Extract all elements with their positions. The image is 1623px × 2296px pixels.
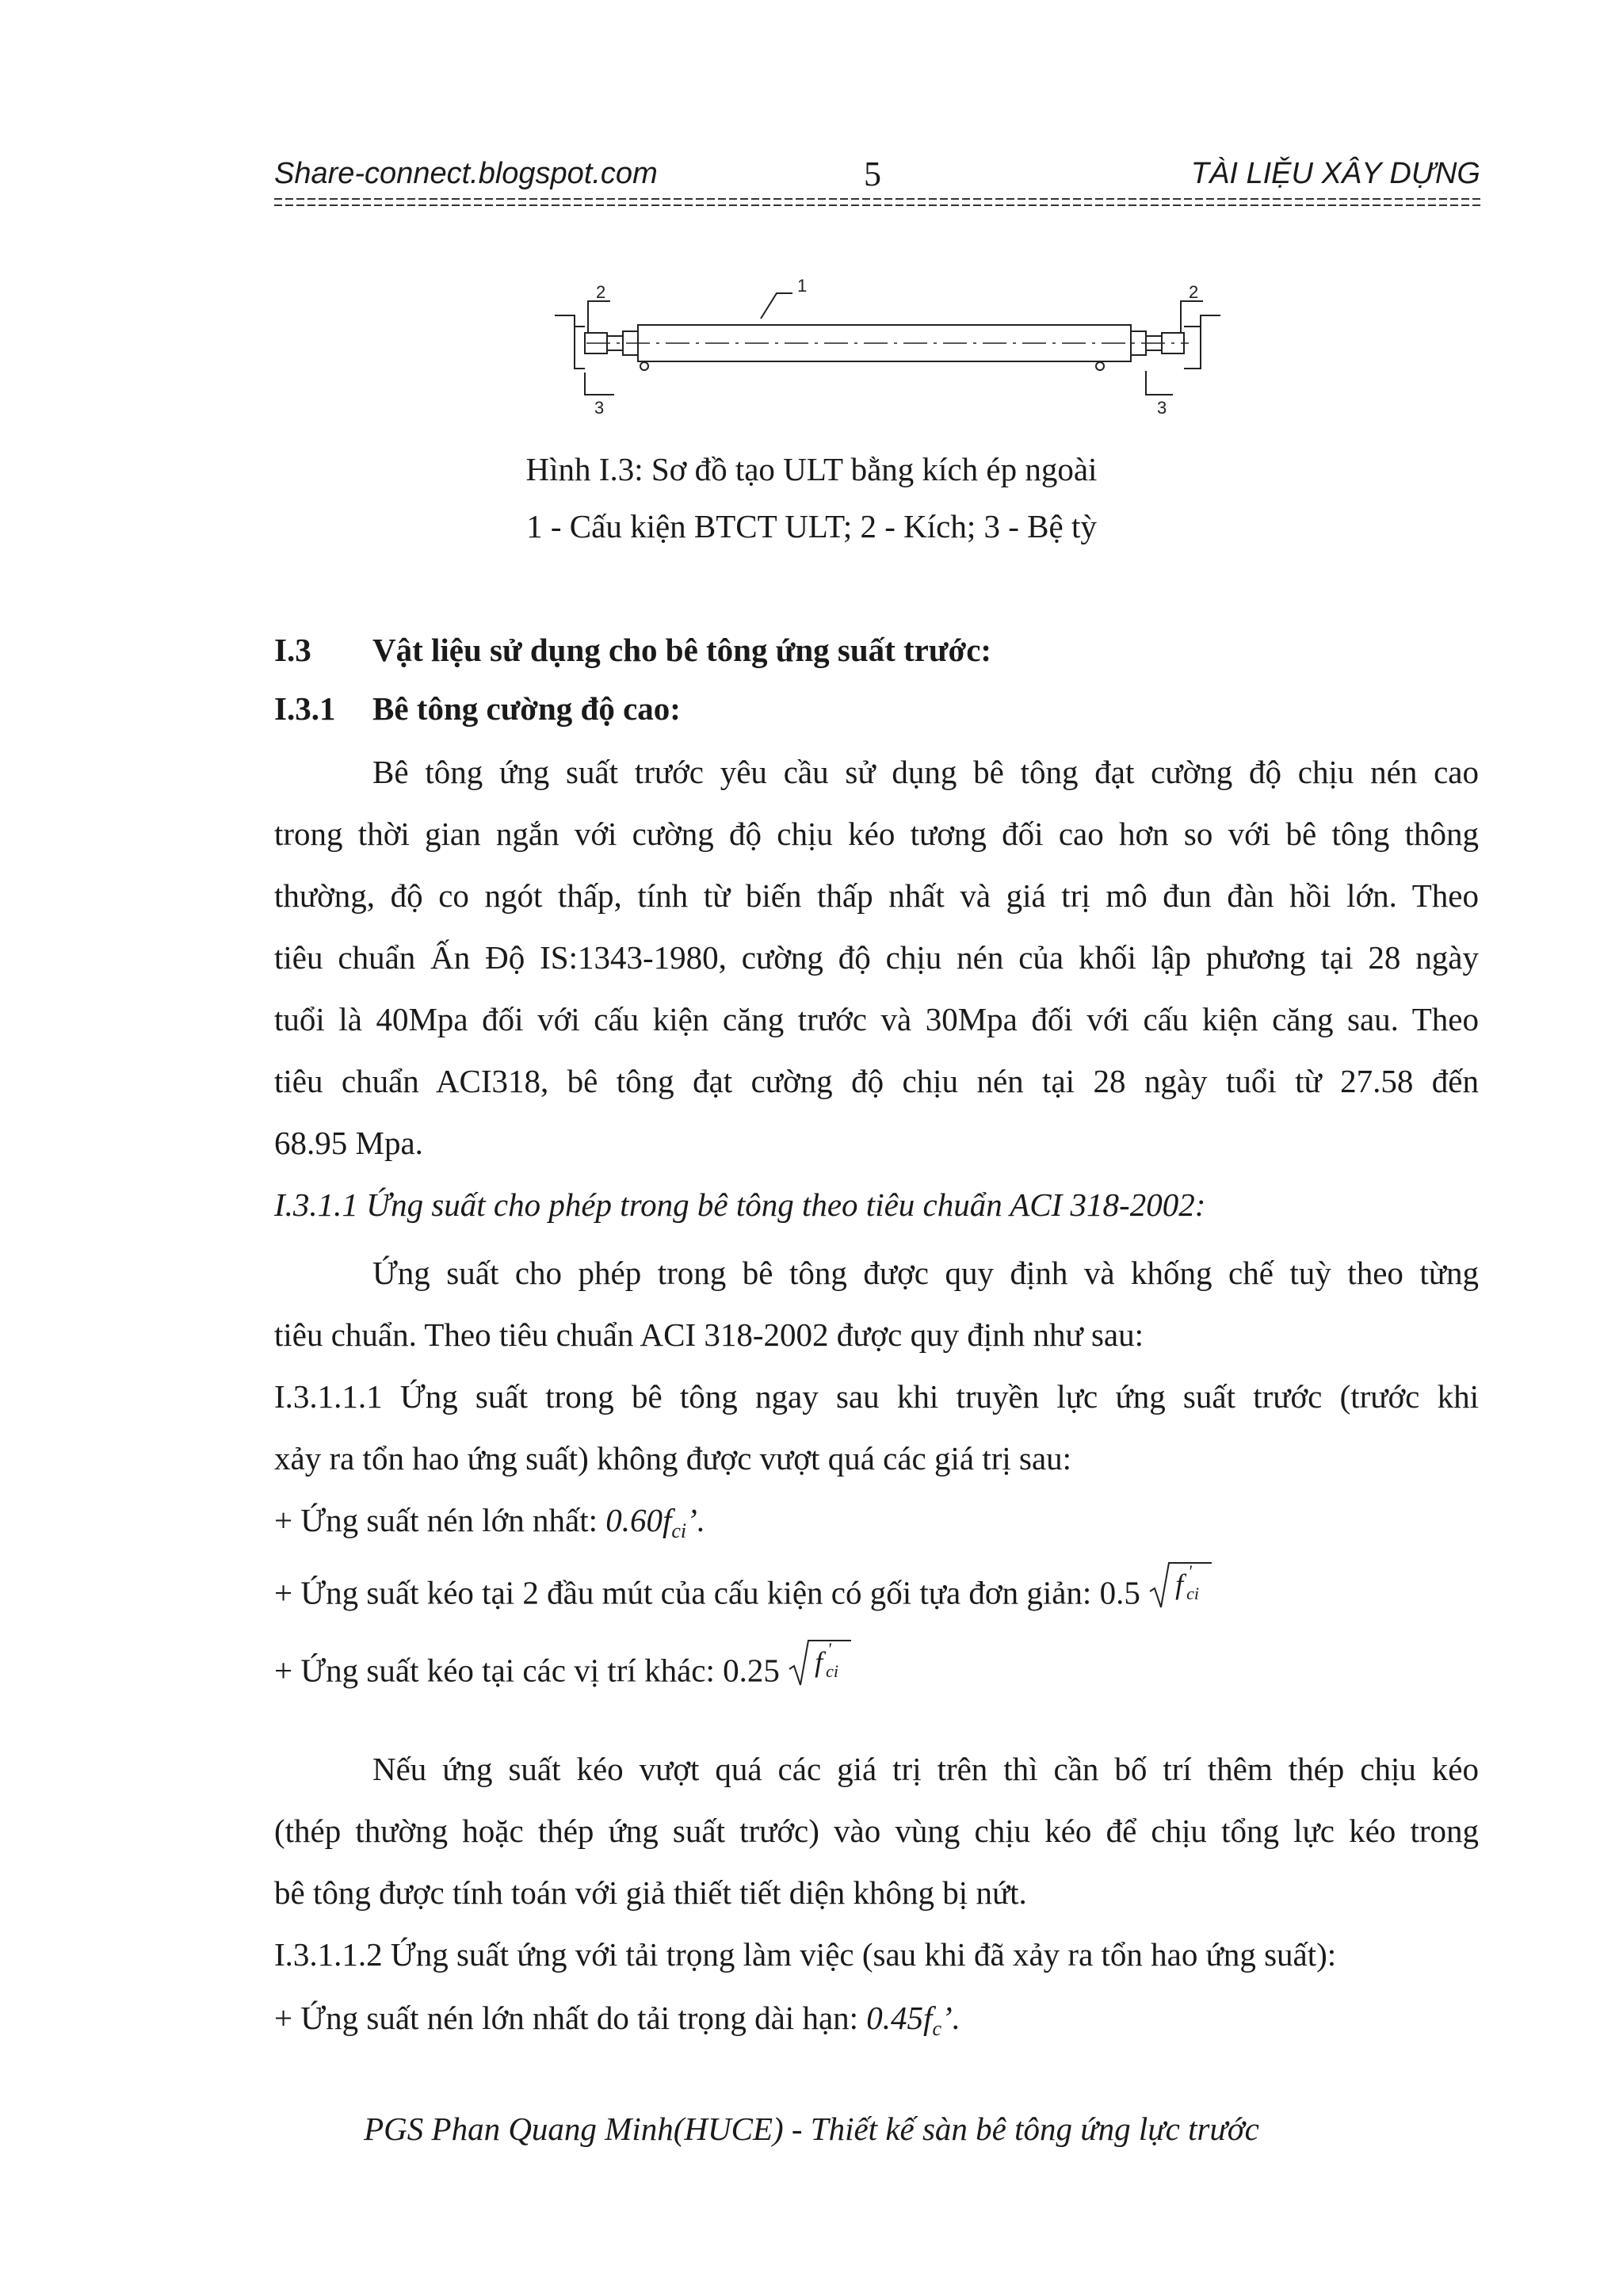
formula-tail: ’. [686, 1502, 706, 1538]
label-2-left: 2 [596, 282, 606, 302]
header-title: TÀI LIỆU XÂY DỰNG [1190, 157, 1480, 190]
leader-1 [761, 293, 792, 319]
paragraph-1-line: tiêu chuẩn Ấn Độ IS:1343-1980, cường độ chịu nén của khối lập phương tại 28 ngày [274, 939, 1479, 976]
support-right-roller [1096, 362, 1104, 370]
paragraph-1-line: 68.95 Mpa. [274, 1125, 423, 1161]
paragraph-1-line: thường, độ co ngót thấp, tính từ biến thấp nhất và giá trị mô đun đàn hồi lớn. Theo [274, 877, 1479, 914]
paragraph-3-line: bê tông được tính toán với giả thiết tiết diện không bị nứt. [274, 1874, 1027, 1911]
bullet-text: + Ứng suất kéo tại 2 đầu mút của cấu kiện có gối tựa đơn giản: 0.5 [274, 1574, 1140, 1611]
bullet-compressive [274, 1501, 705, 1543]
page-footer: PGS Phan Quang Minh(HUCE) - Thiết kế sàn bê tông ứng lực trước [364, 2111, 1259, 2147]
sqrt-symbol [1148, 1561, 1212, 1622]
label-2-right: 2 [1189, 282, 1199, 302]
page-number: 5 [864, 155, 881, 193]
bullet-tensile-other [274, 1639, 851, 1699]
paragraph-2-line: tiêu chuẩn. Theo tiêu chuẩn ACI 318-2002 được quy định như sau: [274, 1316, 1144, 1353]
paragraph-1-line: tuổi là 40Mpa đối với cấu kiện căng trước và 30Mpa đối với cấu kiện căng sau. Theo [274, 1001, 1479, 1037]
bullet-text: + Ứng suất kéo tại các vị trí khác: 0.25 [274, 1652, 780, 1689]
paragraph-1-line: trong thời gian ngắn với cường độ chịu kéo tương đối cao hơn so với bê tông thông [274, 816, 1479, 852]
radicand-subscript: ci [1186, 1584, 1199, 1603]
sqrt-symbol [788, 1639, 851, 1699]
item-1111-line: I.3.1.1.1 Ứng suất trong bê tông ngay sau khi truyền lực ứng suất trước (trước khi [274, 1378, 1479, 1415]
bullet-text: + Ứng suất nén lớn nhất do tải trọng dài hạn: [274, 2000, 867, 2036]
formula-tail: ’. [941, 2000, 960, 2036]
leader-3-right [1146, 371, 1173, 395]
label-3-right: 3 [1157, 398, 1167, 418]
subsection-title: Bê tông cường độ cao: [372, 690, 681, 727]
item-1111-line: xảy ra tổn hao ứng suất) không được vượt quá các giá trị sau: [274, 1440, 1072, 1477]
formula: 0.60f [605, 1502, 672, 1538]
leader-2-left [588, 301, 610, 333]
radicand-prime: ' [827, 1639, 831, 1659]
formula-subscript: ci [671, 1519, 687, 1542]
radicand: f [815, 1646, 823, 1678]
section-number: I.3 [274, 632, 311, 668]
subsection-number: I.3.1 [274, 690, 336, 727]
paragraph-1-line: tiêu chuẩn ACI318, bê tông đạt cường độ chịu nén tại 28 ngày tuổi từ 27.58 đến [274, 1063, 1479, 1099]
support-left-roller [640, 362, 648, 370]
radicand-subscript: ci [826, 1661, 839, 1681]
jack-diagram [539, 269, 1236, 428]
bullet-tensile-ends [274, 1561, 1212, 1622]
header-divider [274, 197, 1480, 208]
radicand: f [1175, 1568, 1184, 1600]
paragraph-1-line: Bê tông ứng suất trước yêu cầu sử dụng bê tông đạt cường độ chịu nén cao [372, 754, 1479, 790]
paragraph-3-line: (thép thường hoặc thép ứng suất trước) vào vùng chịu kéo để chịu tổng lực kéo trong [274, 1813, 1479, 1849]
figure-caption-legend: 1 - Cấu kiện BTCT ULT; 2 - Kích; 3 - Bệ tỳ [526, 508, 1097, 544]
paragraph-3-line: Nếu ứng suất kéo vượt quá các giá trị trên thì cần bố trí thêm thép chịu kéo [372, 1751, 1479, 1787]
formula: 0.45f [866, 2000, 933, 2036]
item-1112: I.3.1.1.2 Ứng suất ứng với tải trọng làm việc (sau khi đã xảy ra tổn hao ứng suất): [274, 1936, 1337, 1973]
label-3-left: 3 [594, 398, 605, 418]
formula-subscript: c [932, 2017, 941, 2040]
bullet-text: + Ứng suất nén lớn nhất: [274, 1502, 606, 1538]
bullet-longterm [274, 1999, 960, 2041]
left-frame [555, 315, 585, 369]
label-1: 1 [797, 276, 808, 296]
paragraph-2-line: Ứng suất cho phép trong bê tông được quy định và khống chế tuỳ theo từng [372, 1255, 1479, 1291]
right-frame [1184, 315, 1220, 369]
italic-heading: I.3.1.1 Ứng suất cho phép trong bê tông theo tiêu chuẩn ACI 318-2002: [274, 1186, 1206, 1223]
header-site: Share-connect.blogspot.com [274, 157, 658, 190]
leader-2-right [1181, 301, 1203, 333]
leader-3-left [585, 372, 614, 395]
radicand-prime: ' [1188, 1561, 1192, 1581]
figure-caption-title: Hình I.3: Sơ đồ tạo ULT bằng kích ép ngoài [525, 451, 1098, 487]
section-title: Vật liệu sử dụng cho bê tông ứng suất trước: [372, 632, 992, 668]
